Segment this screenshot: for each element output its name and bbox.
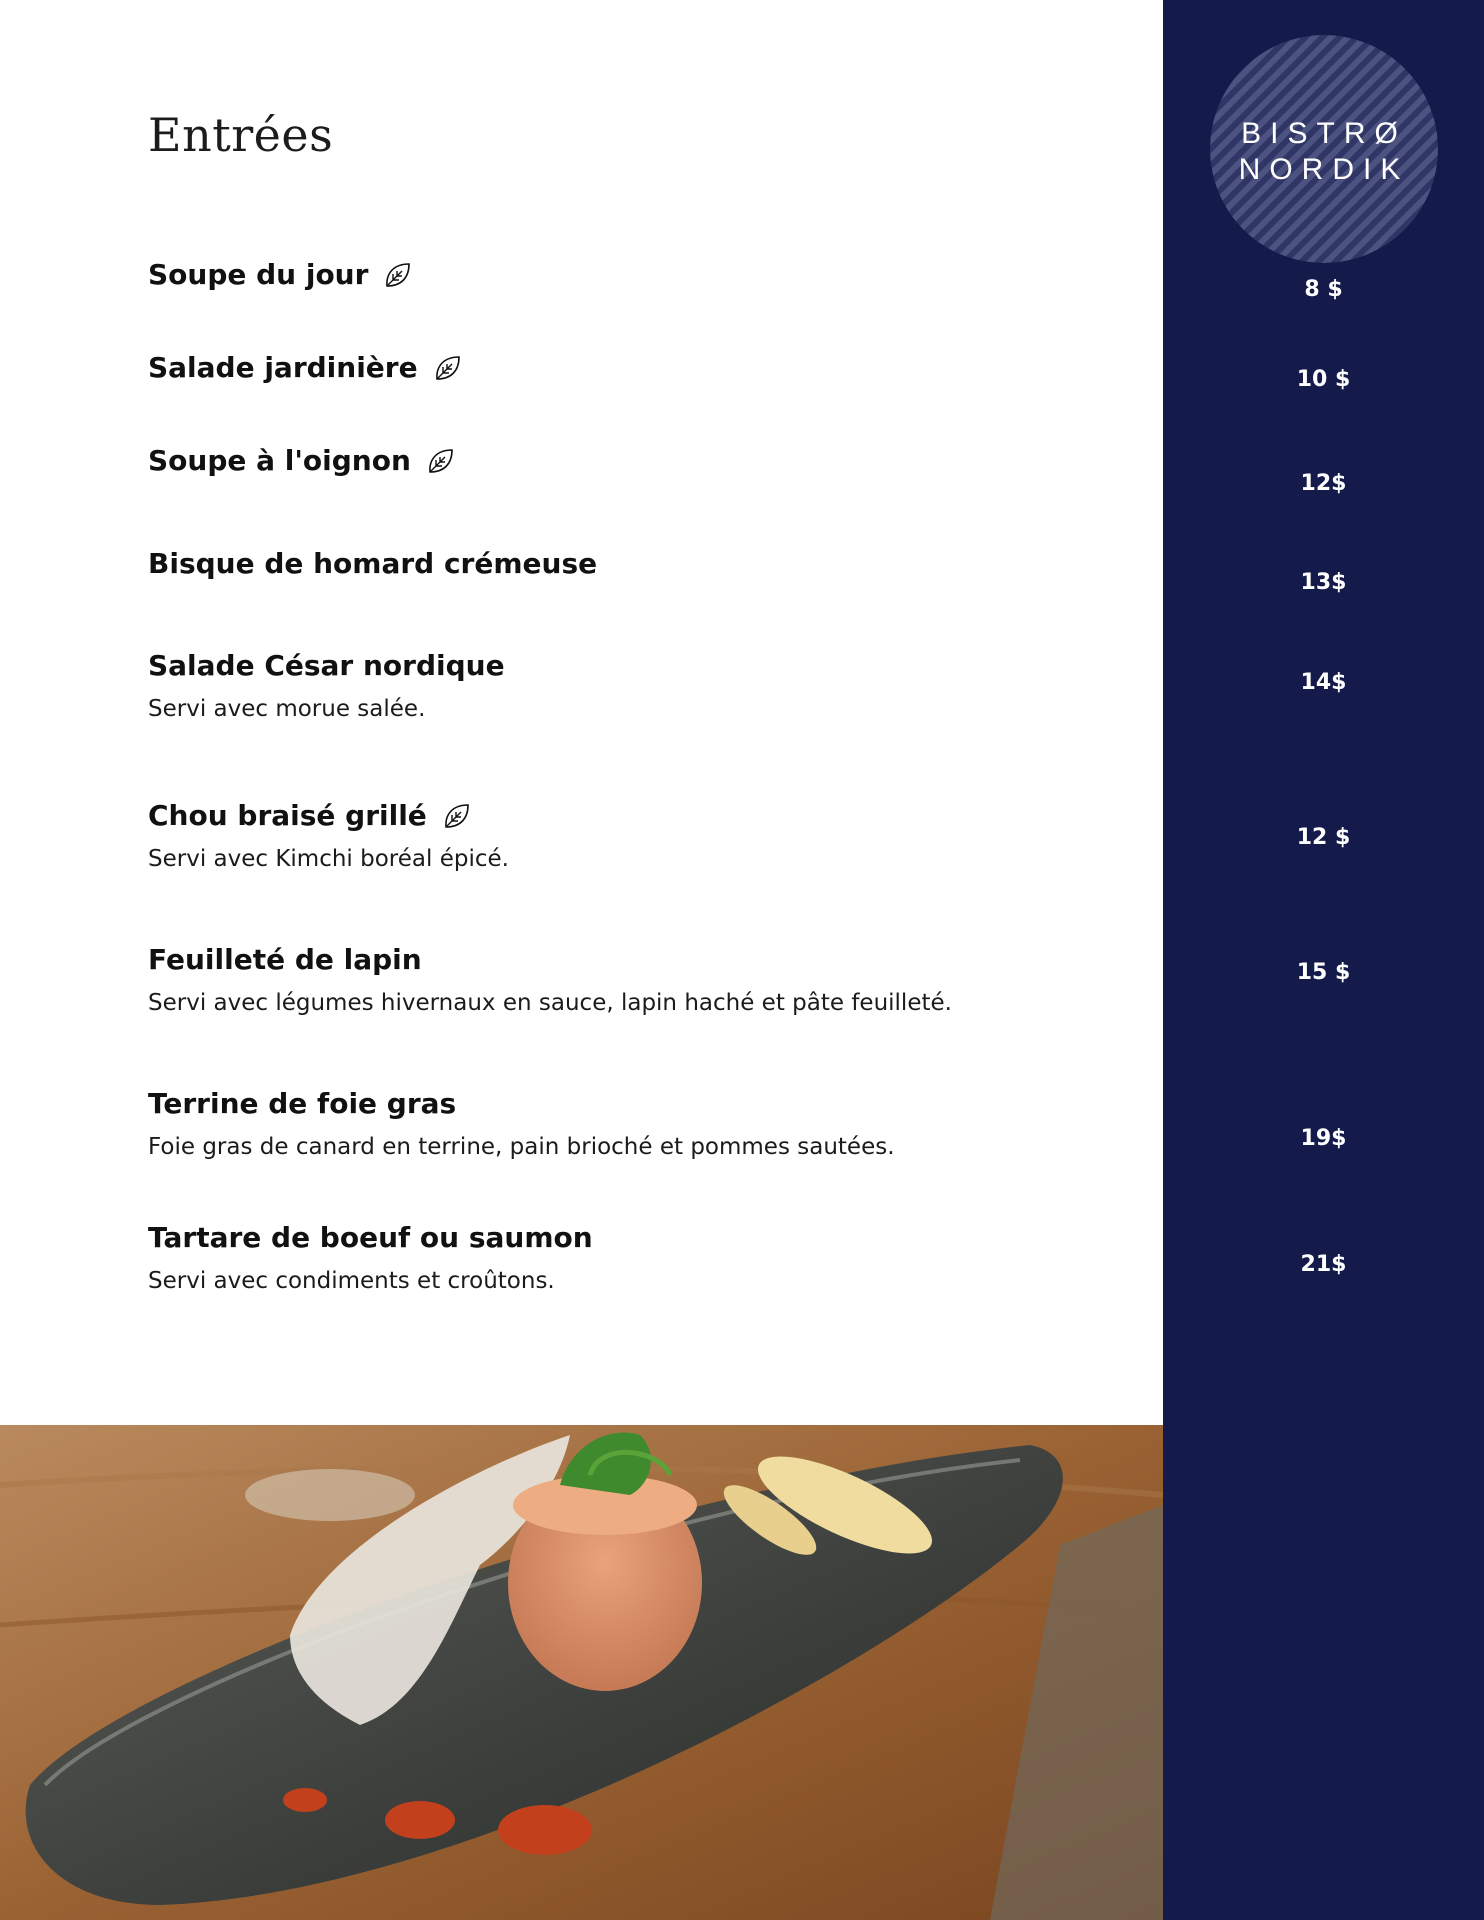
item-price: 14$ (1300, 670, 1347, 695)
item-description: Servi avec légumes hivernaux en sauce, lapin haché et pâte feuilleté. (148, 990, 952, 1016)
leaf-icon (425, 445, 457, 477)
item-name-row (148, 444, 457, 477)
menu-item (148, 649, 505, 722)
item-price: 8 $ (1304, 277, 1343, 302)
item-price: 19$ (1300, 1126, 1347, 1151)
brand-line1: BISTRØ (1241, 117, 1407, 150)
item-name: Soupe du jour (148, 258, 369, 291)
item-name: Bisque de homard crémeuse (148, 547, 598, 580)
menu-item (148, 799, 509, 872)
menu-item (148, 1221, 593, 1294)
leaf-icon (441, 800, 473, 832)
item-name-row (148, 258, 414, 291)
item-description: Servi avec morue salée. (148, 696, 426, 722)
item-price: 15 $ (1296, 960, 1351, 985)
food-photo (0, 1425, 1163, 1920)
item-name-row (148, 351, 464, 384)
brand-line2: NORDIK (1238, 153, 1410, 186)
menu-item (148, 943, 952, 1016)
item-name-row (148, 547, 597, 580)
item-price: 12$ (1300, 471, 1347, 496)
item-name: Salade jardinière (148, 351, 418, 384)
item-price: 13$ (1300, 570, 1347, 595)
item-price: 21$ (1300, 1252, 1347, 1277)
menu-item (148, 1087, 895, 1160)
item-name-row (148, 1221, 593, 1254)
item-name: Salade César nordique (148, 649, 505, 682)
item-price: 12 $ (1296, 825, 1351, 850)
item-name: Terrine de foie gras (148, 1087, 457, 1120)
item-name-row (148, 1087, 456, 1120)
menu-item (148, 351, 464, 384)
item-name-row (148, 649, 505, 682)
section-heading: Entrées (148, 108, 334, 162)
item-name: Tartare de boeuf ou saumon (148, 1221, 593, 1254)
leaf-icon (432, 352, 464, 384)
item-price: 10 $ (1296, 367, 1351, 392)
menu-item (148, 258, 414, 291)
menu-item (148, 444, 457, 477)
item-name-row (148, 943, 422, 976)
item-description: Foie gras de canard en terrine, pain brioché et pommes sautées. (148, 1134, 895, 1160)
item-name: Soupe à l'oignon (148, 444, 411, 477)
brand-logo (1210, 35, 1438, 263)
item-description: Servi avec Kimchi boréal épicé. (148, 846, 509, 872)
leaf-icon (382, 259, 414, 291)
item-name: Feuilleté de lapin (148, 943, 422, 976)
menu-item (148, 547, 597, 580)
item-description: Servi avec condiments et croûtons. (148, 1268, 555, 1294)
item-name-row (148, 799, 473, 832)
item-name: Chou braisé grillé (148, 799, 427, 832)
